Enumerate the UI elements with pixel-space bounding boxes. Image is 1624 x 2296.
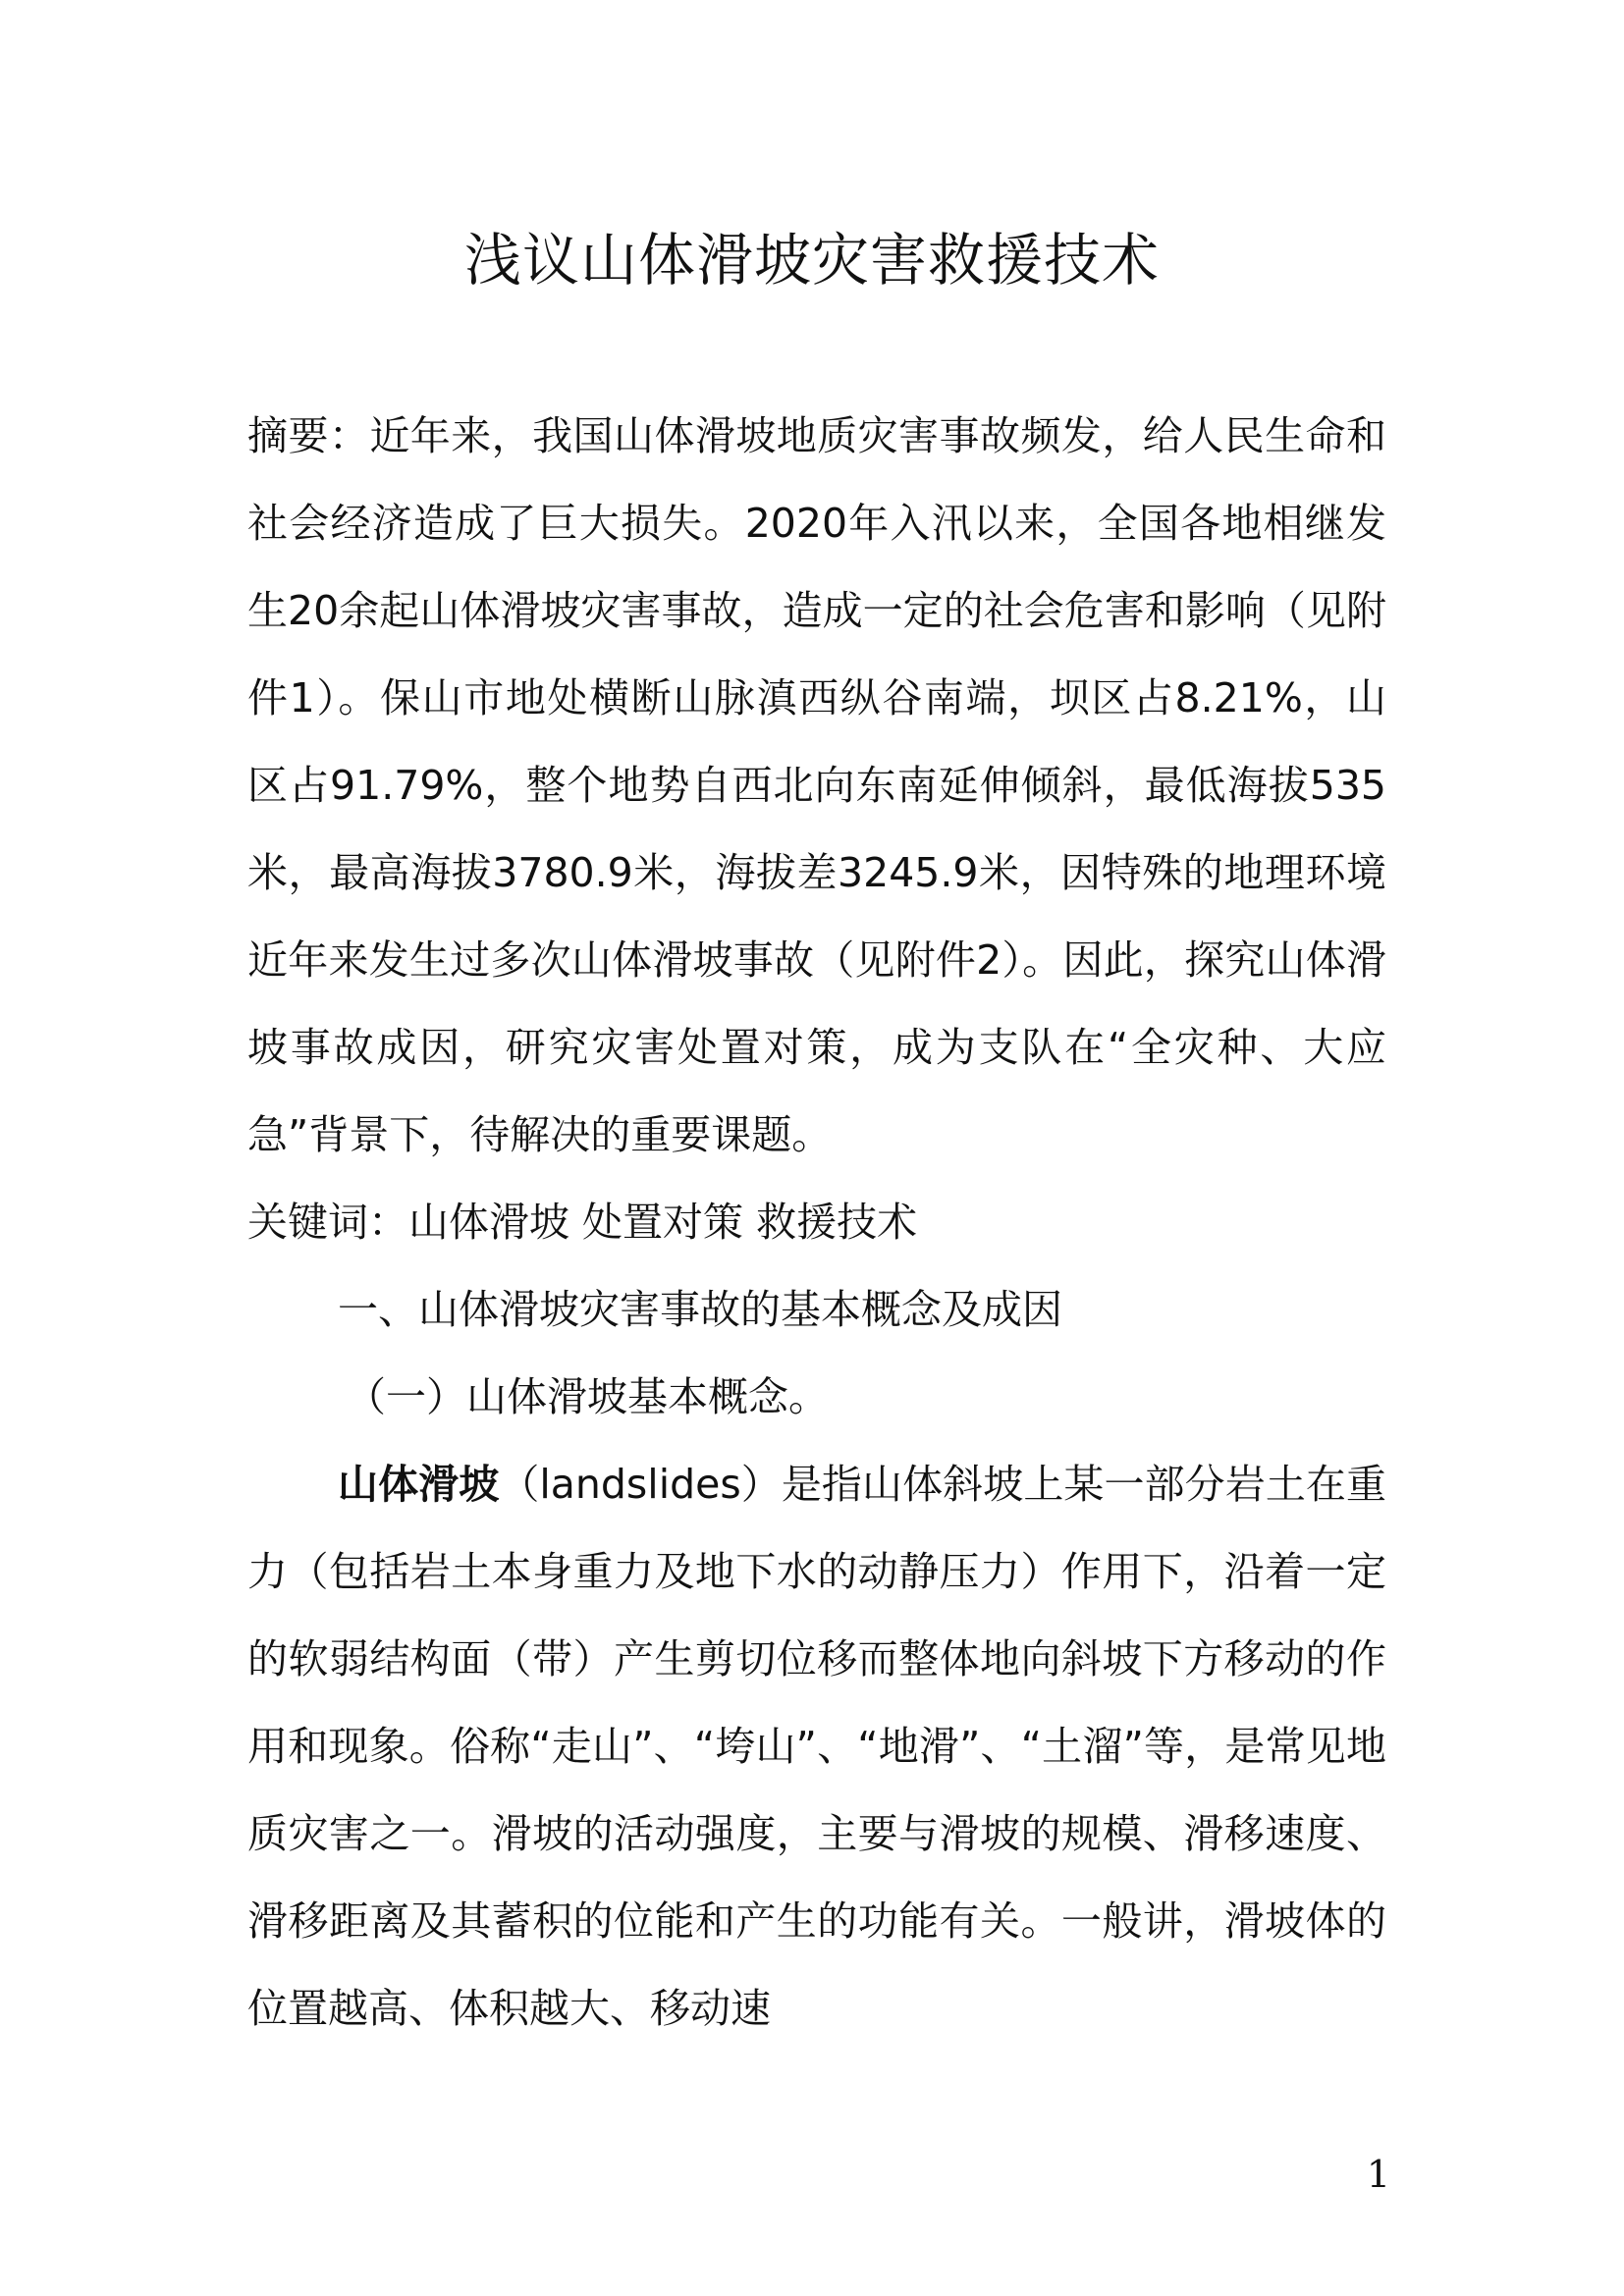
page-number: 1 xyxy=(1366,2153,1390,2196)
section-heading: 一、山体滑坡灾害事故的基本概念及成因 xyxy=(338,1286,1062,1333)
keywords-line: 关键词：山体滑坡 处置对策 救援技术 xyxy=(247,1199,918,1246)
document-body xyxy=(247,393,1386,2053)
document-title: 浅议山体滑坡灾害救援技术 xyxy=(463,227,1160,294)
subsection-heading: （一）山体滑坡基本概念。 xyxy=(346,1373,829,1420)
abstract-paragraph: 摘要：近年来，我国山体滑坡地质灾害事故频发，给人民生命和社会经济造成了巨大损失。2020年入汛以来，全国各地相继发生20余起山体滑坡灾害事故，造成一定的社会危害和影响（见附件1）。保山市地处横断山脉滇西纵谷南端，坝区占8.21%，山区占91.79%，整个地势自西北向东南延伸倾斜，最低海拔535米，最高海拔3780.9米，海拔差3245.9米，因特殊的地理环境近年来发生过多次山体滑坡事故（见附件2）。因此，探究山体滑坡事故成因，研究灾害处置对策，成为支队在“全灾种、大应急”背景下，待解决的重要课题。 xyxy=(247,412,1386,1158)
definition-text: （landslides）是指山体斜坡上某一部分岩土在重力（包括岩土本身重力及地下水的动静压力）作用下，沿着一定的软弱结构面（带）产生剪切位移而整体地向斜坡下方移动的作用和现象。俗称“走山”、“垮山”、“地滑”、“土溜”等，是常见地质灾害之一。滑坡的活动强度，主要与滑坡的规模、滑移速度、滑移距离及其蓄积的位能和产生的功能有关。一般讲，滑坡体的位置越高、体积越大、移动速 xyxy=(247,1461,1386,2032)
definition-paragraph xyxy=(247,1441,1386,2053)
definition-term: 山体滑坡 xyxy=(338,1461,500,1508)
